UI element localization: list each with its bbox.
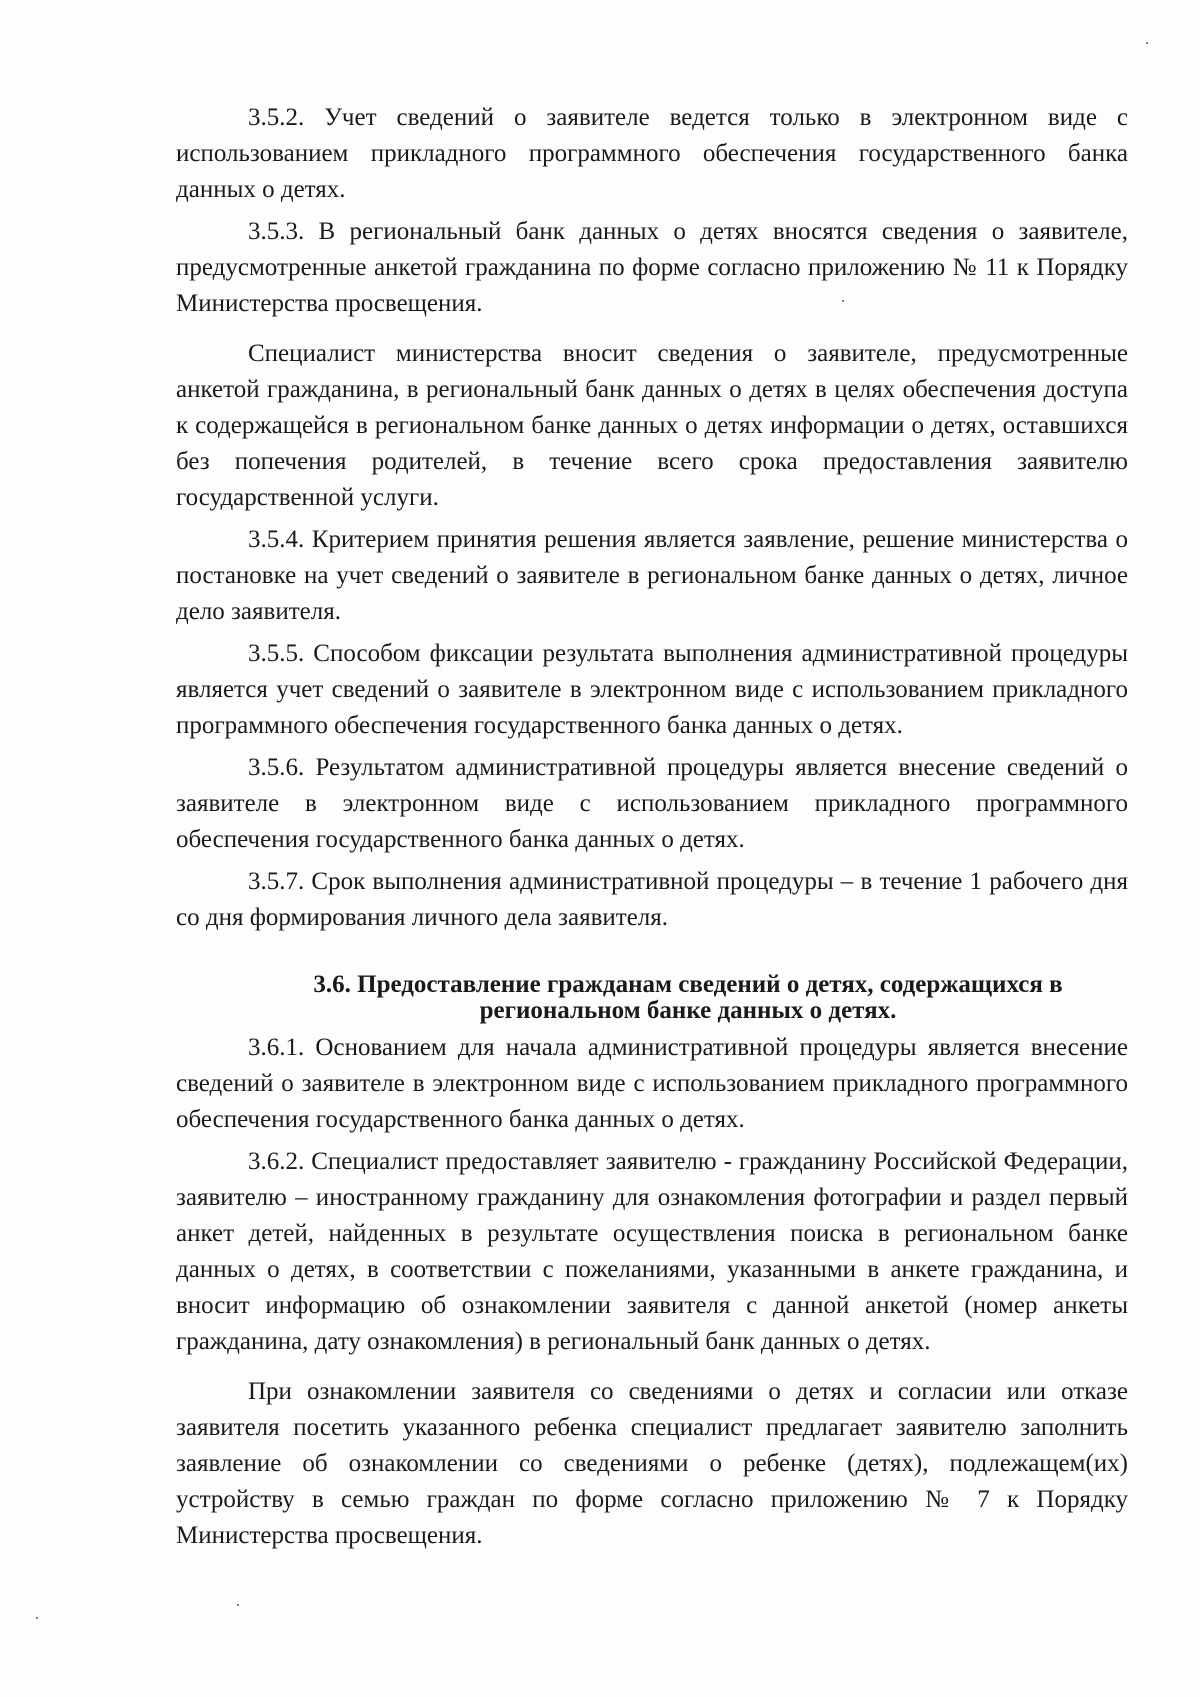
paragraph-3-5-2: 3.5.2. Учет сведений о заявителе ведется только в электронном виде с использованием прикладного программного обеспечения государственного банка данных о детях. xyxy=(176,104,1128,203)
scan-speck xyxy=(1146,42,1148,44)
paragraph-3-5-6: 3.5.6. Результатом административной процедуры является внесение сведений о заявителе в электронном виде с использованием прикладного программного обеспечения государственного банка данных о детях. xyxy=(176,754,1128,853)
scan-speck xyxy=(842,300,844,302)
scan-speck xyxy=(237,1604,239,1606)
paragraph-3-5-4: 3.5.4. Критерием принятия решения является заявление, решение министерства о постановке на учет сведений о заявителе в региональном банке данных о детях, личное дело заявителя. xyxy=(176,526,1128,625)
section-heading-3-6: 3.6. Предоставление гражданам сведений о детях, содержащихся в региональном банке данных о детях. xyxy=(313,971,1063,1024)
paragraph-3-6-2: 3.6.2. Специалист предоставляет заявителю - гражданину Российской Федерации, заявителю – иностранному гражданину для ознакомления фотографии и раздел первый анкет детей, найденных в результате осуществления поиска в региональном банке данных о детях, в соответствии с пожеланиями, указанными в анкете гражданина, и вносит информацию об ознакомлении заявителя с данной анкетой (номер анкеты гражданина, дату ознакомления) в региональный банк данных о детях. xyxy=(176,1148,1128,1355)
paragraph-specialist-enters: Специалист министерства вносит сведения о заявителе, предусмотренные анкетой гражданина, в региональный банк данных о детях в целях обеспечения доступа к содержащейся в региональном банке данных о детях информации о детях, оставшихся без попечения родителей, в течение всего срока предоставления заявителю государственной услуги. xyxy=(176,340,1128,511)
paragraph-3-5-3: 3.5.3. В региональный банк данных о детях вносятся сведения о заявителе, предусмотренные анкетой гражданина по форме согласно приложению № 11 к Порядку Министерства просвещения. xyxy=(176,218,1128,317)
document-body xyxy=(176,100,1128,1554)
paragraph-3-6-1: 3.6.1. Основанием для начала административной процедуры является внесение сведений о заявителе в электронном виде с использованием прикладного программного обеспечения государственного банка данных о детях. xyxy=(176,1034,1128,1133)
paragraph-acquaintance: При ознакомлении заявителя со сведениями о детях и согласии или отказе заявителя посетить указанного ребенка специалист предлагает заявителю заполнить заявление об ознакомлении со сведениями о ребенке (детях), подлежащем(их) устройству в семью граждан по форме согласно приложению № 7 к Порядку Министерства просвещения. xyxy=(176,1378,1128,1549)
paragraph-3-5-5: 3.5.5. Способом фиксации результата выполнения административной процедуры является учет сведений о заявителе в электронном виде с использованием прикладного программного обеспечения государственного банка данных о детях. xyxy=(176,640,1128,739)
scan-speck xyxy=(36,1617,38,1619)
paragraph-3-5-7: 3.5.7. Срок выполнения административной процедуры – в течение 1 рабочего дня со дня формирования личного дела заявителя. xyxy=(176,868,1128,931)
